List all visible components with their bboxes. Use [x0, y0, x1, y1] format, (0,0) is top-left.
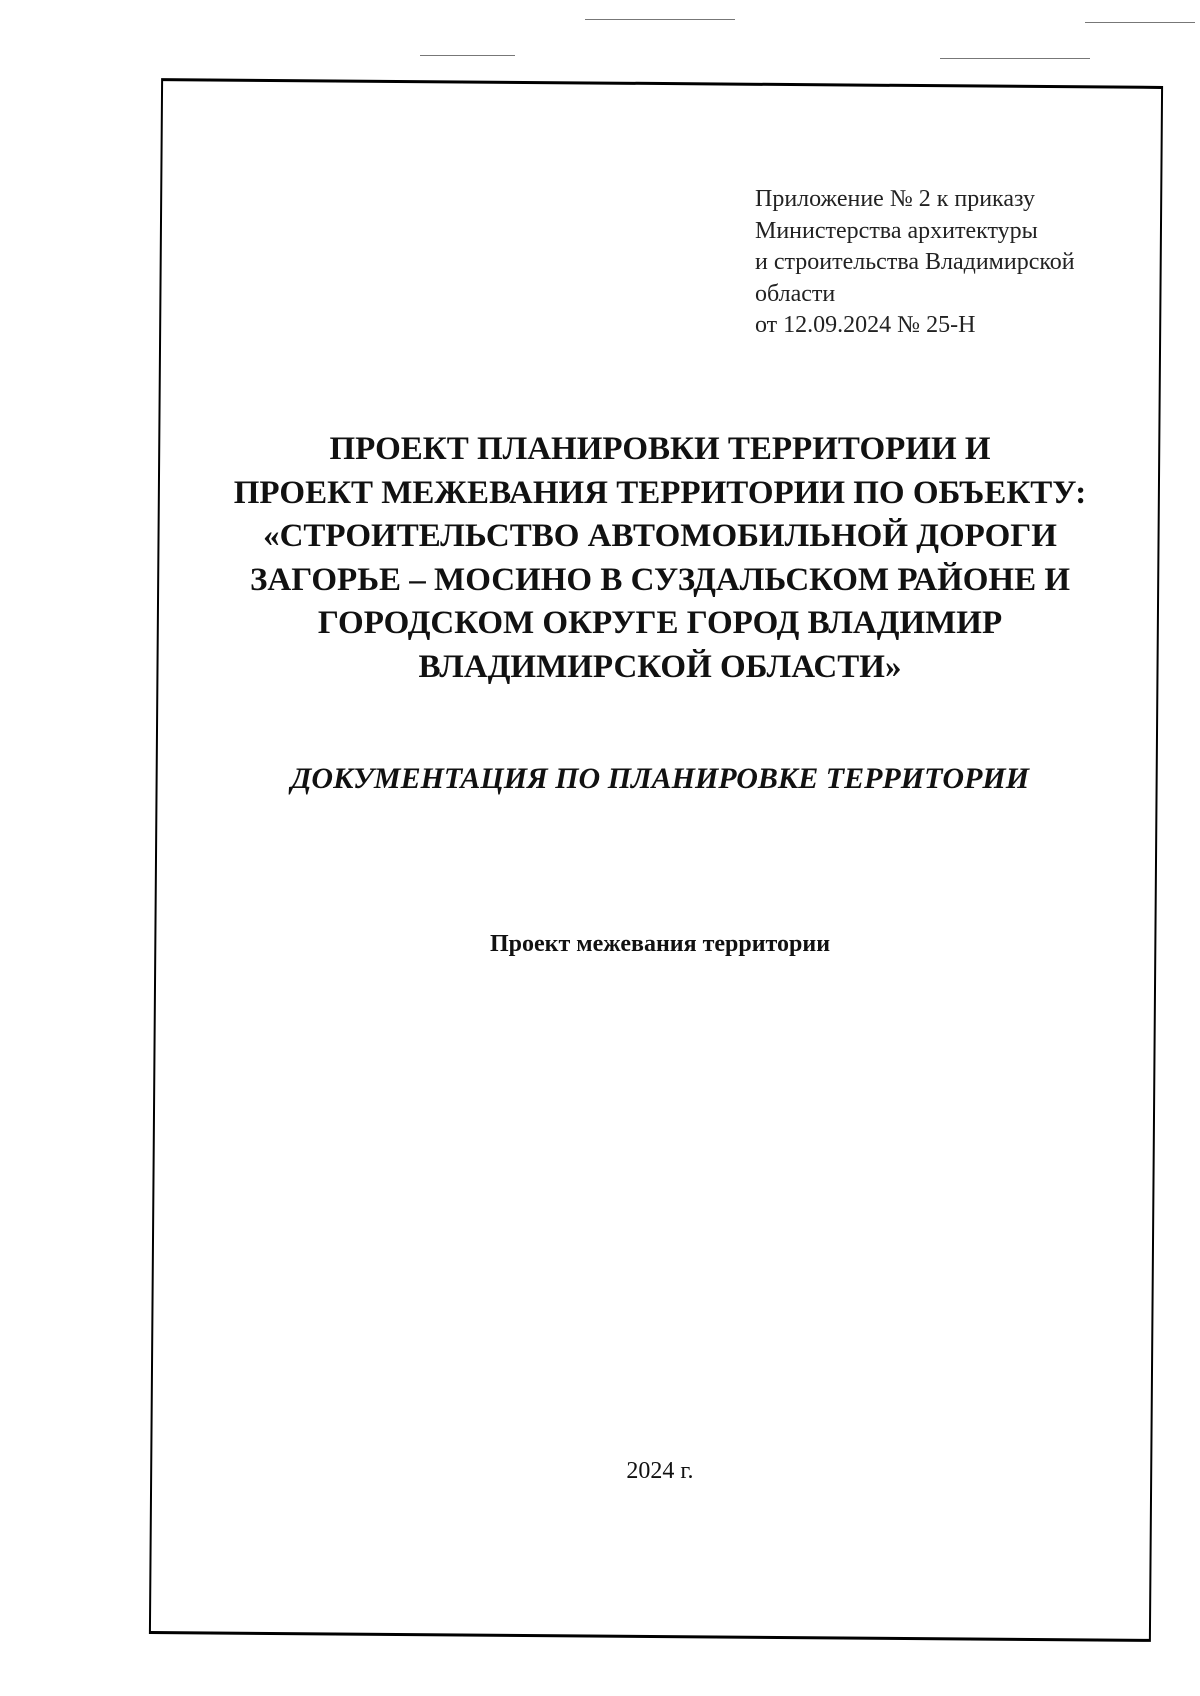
title-line: ВЛАДИМИРСКОЙ ОБЛАСТИ»: [418, 648, 902, 685]
annex-line: Министерства архитектуры: [755, 217, 1038, 244]
title-line: ПРОЕКТ МЕЖЕВАНИЯ ТЕРРИТОРИИ ПО ОБЪЕКТУ:: [233, 474, 1087, 511]
annex-line: и строительства Владимирской: [755, 249, 1075, 275]
annex-line: от 12.09.2024 № 25-Н: [755, 312, 976, 338]
scan-artifact: [585, 19, 735, 20]
title-line: ГОРОДСКОМ ОКРУГЕ ГОРОД ВЛАДИМИР: [317, 605, 1003, 641]
documentation-type: ДОКУМЕНТАЦИЯ ПО ПЛАНИРОВКЕ ТЕРРИТОРИИ: [290, 762, 1030, 795]
scan-artifact: [420, 55, 515, 56]
annex-line: области: [755, 280, 836, 307]
annex-line: Приложение № 2 к приказу: [755, 186, 1035, 212]
annex-reference: [755, 184, 1075, 342]
scan-artifact: [940, 58, 1090, 59]
document-title: [160, 428, 1160, 689]
title-line: ПРОЕКТ ПЛАНИРОВКИ ТЕРРИТОРИИ И: [329, 431, 991, 467]
scan-artifact: [1085, 22, 1195, 23]
title-line: ЗАГОРЬЕ – МОСИНО В СУЗДАЛЬСКОМ РАЙОНЕ И: [249, 561, 1071, 598]
title-line: «СТРОИТЕЛЬСТВО АВТОМОБИЛЬНОЙ ДОРОГИ: [263, 518, 1057, 554]
section-title: Проект межевания территории: [489, 931, 831, 957]
year: 2024 г.: [626, 1458, 694, 1484]
